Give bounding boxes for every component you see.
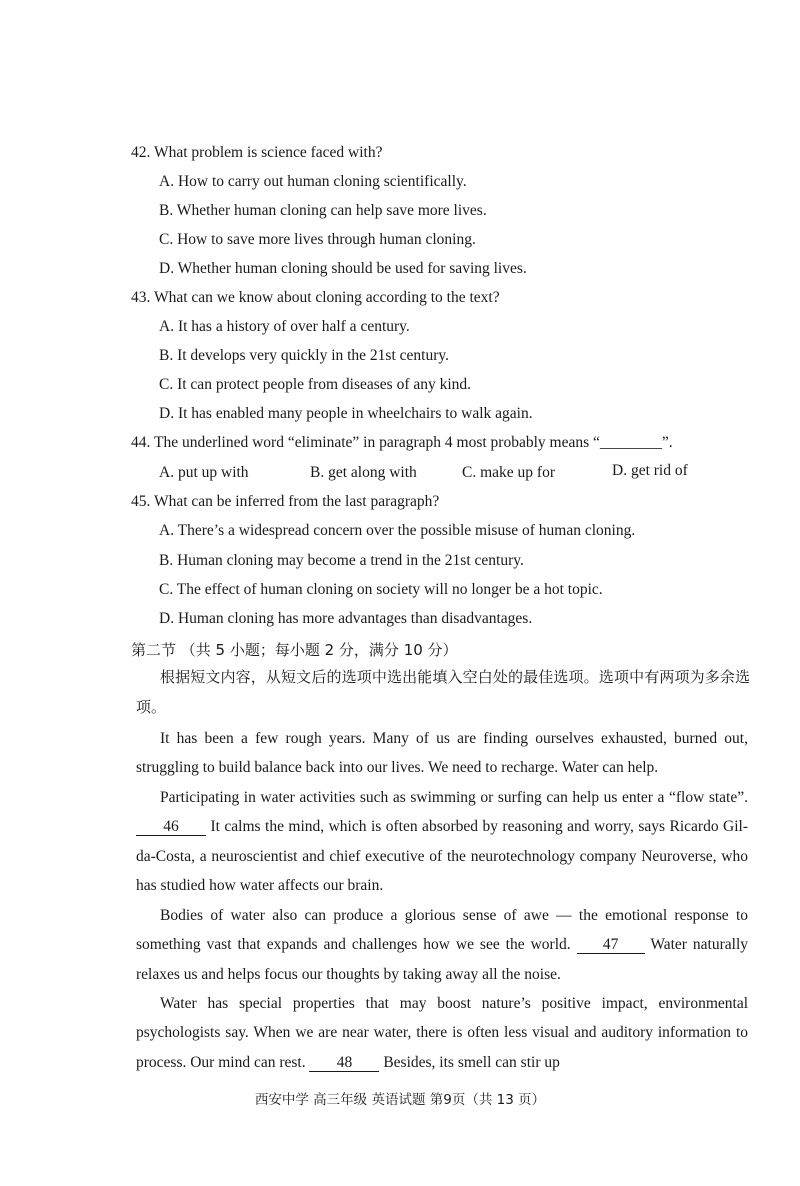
section-instruction: 根据短文内容，从短文后的选项中选出能填入空白处的最佳选项。选项中有两项为多余选项。	[136, 668, 750, 716]
question-43-option-b: B. It develops very quickly in the 21st century.	[159, 347, 449, 364]
question-44-option-a: A. put up with	[159, 464, 249, 481]
passage-paragraph-2-part-a: Participating in water activities such as swimming or surfing can help us enter a “flow state”.	[160, 789, 748, 806]
question-43-stem: 43. What can we know about cloning according to the text?	[131, 289, 500, 306]
question-43-option-d: D. It has enabled many people in wheelchairs to walk again.	[159, 405, 533, 422]
passage-paragraph-4-part-a: Water has special properties that may boost nature’s positive impact, environmental psychologists say. When we are near water, there is often less visual and auditory information to process. Our mind can rest.	[136, 995, 748, 1071]
passage-paragraph-1: It has been a few rough years. Many of us are finding ourselves exhausted, burned out, struggling to build balance back into our lives. We need to recharge. Water can help.	[136, 730, 748, 777]
passage-paragraph-3-part-b: Water naturally relaxes us and helps focus our thoughts by taking away all the noise.	[136, 936, 749, 983]
question-45-option-b: B. Human cloning may become a trend in the 21st century.	[159, 552, 524, 569]
question-42-option-a: A. How to carry out human cloning scientifically.	[159, 173, 467, 190]
section-title: 第二节 （共 5 小题；每小题 2 分，满分 10 分）	[131, 641, 458, 659]
passage-paragraph-3-part-a: Bodies of water also can produce a glorious sense of awe — the emotional response to something vast that expands and challenges how we see the world.	[136, 907, 748, 954]
page-footer: 西安中学 高三年级 英语试题 第9页（共 13 页）	[254, 1092, 546, 1108]
passage-paragraph-2	[136, 783, 748, 900]
question-42-stem: 42. What problem is science faced with?	[131, 144, 383, 161]
passage-paragraph-4	[136, 989, 748, 1077]
question-43-option-c: C. It can protect people from diseases of any kind.	[159, 376, 472, 393]
question-42-option-d: D. Whether human cloning should be used for saving lives.	[159, 260, 527, 277]
question-45-option-c: C. The effect of human cloning on society will no longer be a hot topic.	[159, 581, 603, 598]
question-43-option-a: A. It has a history of over half a century.	[159, 318, 410, 335]
question-45-option-d: D. Human cloning has more advantages than disadvantages.	[159, 610, 533, 627]
passage-paragraph-4-part-b: Besides, its smell can stir up	[383, 1053, 560, 1071]
question-44-option-d: D. get rid of	[612, 462, 688, 479]
question-42-option-c: C. How to save more lives through human cloning.	[159, 231, 476, 248]
question-42-option-b: B. Whether human cloning can help save more lives.	[159, 202, 487, 219]
passage-paragraph-3	[136, 901, 748, 989]
question-44-option-c: C. make up for	[462, 464, 555, 481]
passage-paragraph-2-part-b: It calms the mind, which is often absorbed by reasoning and worry, says Ricardo Gil-da-Costa, a neuroscientist and chief executive of the neurotechnology company Neuroverse, who has studied how water affects our brain.	[136, 818, 748, 894]
question-45-stem: 45. What can be inferred from the last paragraph?	[131, 493, 440, 510]
question-44-stem: 44. The underlined word “eliminate” in paragraph 4 most probably means “________”.	[131, 434, 673, 451]
question-44-option-b: B. get along with	[310, 464, 417, 481]
blank-46: 46	[136, 818, 206, 836]
blank-48: 48	[309, 1054, 379, 1072]
blank-47: 47	[577, 936, 645, 954]
question-45-option-a: A. There’s a widespread concern over the possible misuse of human cloning.	[159, 522, 636, 539]
